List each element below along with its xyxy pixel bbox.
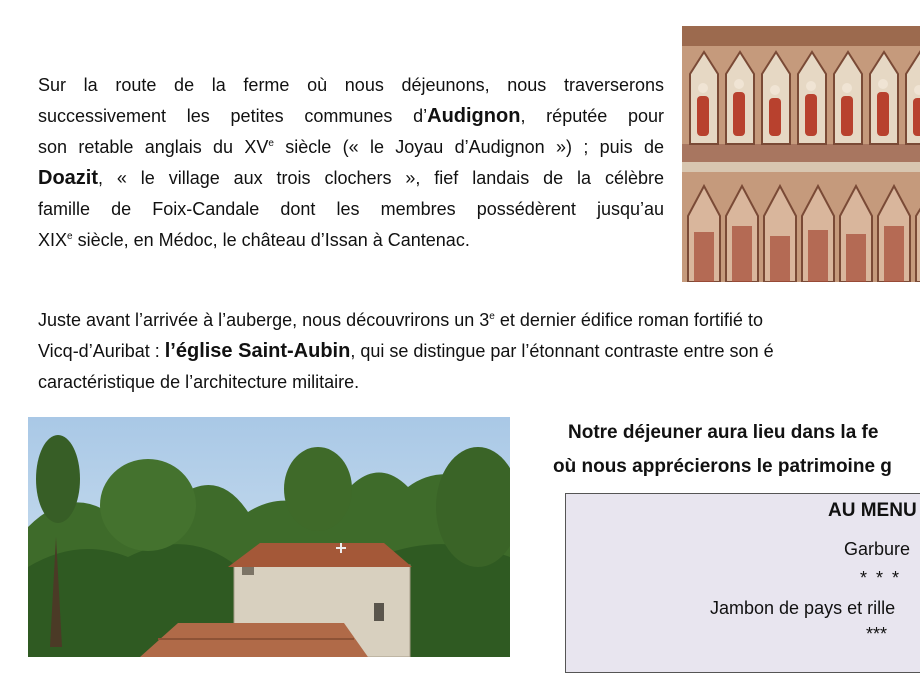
menu-title: AU MENU — [828, 500, 917, 521]
town-audignon: Audignon — [427, 105, 521, 127]
menu-item-1: Garbure — [844, 539, 911, 559]
arrival-line-1: Juste avant l’arrivée à l’auberge, nous découvrirons un 3e et dernier édifice roman fortifié to — [38, 310, 763, 330]
intro-line-2: successivement les petites communes d’Audignon, réputée pour — [38, 105, 665, 127]
lunch-line-2: où nous apprécierons le patrimoine g — [553, 456, 892, 477]
lunch-line-1: Notre déjeuner aura lieu dans la fe — [568, 422, 879, 443]
intro-line-4: Doazit, « le village aux trois clochers », fief landais de la célèbre — [38, 167, 664, 189]
town-doazit: Doazit — [38, 167, 98, 189]
menu-item-2: Jambon de pays et rille — [710, 598, 896, 618]
arrival-line-2: Vicq-d’Auribat : l’église Saint-Aubin, qui se distingue par l’étonnant contraste entre son é — [38, 340, 774, 362]
intro-line-6: XIXe siècle, en Médoc, le château d’Issan à Cantenac. — [38, 230, 470, 250]
menu-separator-2: *** — [866, 624, 888, 644]
church-photo — [28, 417, 510, 657]
menu-box — [565, 493, 920, 673]
intro-paragraph — [38, 70, 664, 256]
arrival-paragraph — [38, 305, 920, 398]
arrival-line-3: caractéristique de l’architecture militaire. — [38, 372, 360, 392]
church-image — [28, 417, 510, 657]
altarpiece-photo — [682, 26, 920, 282]
menu-separator-1: * * * — [860, 568, 902, 588]
church-name: l’église Saint-Aubin — [164, 340, 351, 362]
intro-line-5: famille de Foix-Candale dont les membres possédèrent jusqu’au — [38, 199, 664, 219]
intro-line-3: son retable anglais du XVe siècle (« le Joyau d’Audignon ») ; puis de — [38, 137, 665, 157]
altarpiece-image — [682, 26, 920, 282]
intro-line-1: Sur la route de la ferme où nous déjeunons, nous traverserons — [38, 75, 664, 95]
